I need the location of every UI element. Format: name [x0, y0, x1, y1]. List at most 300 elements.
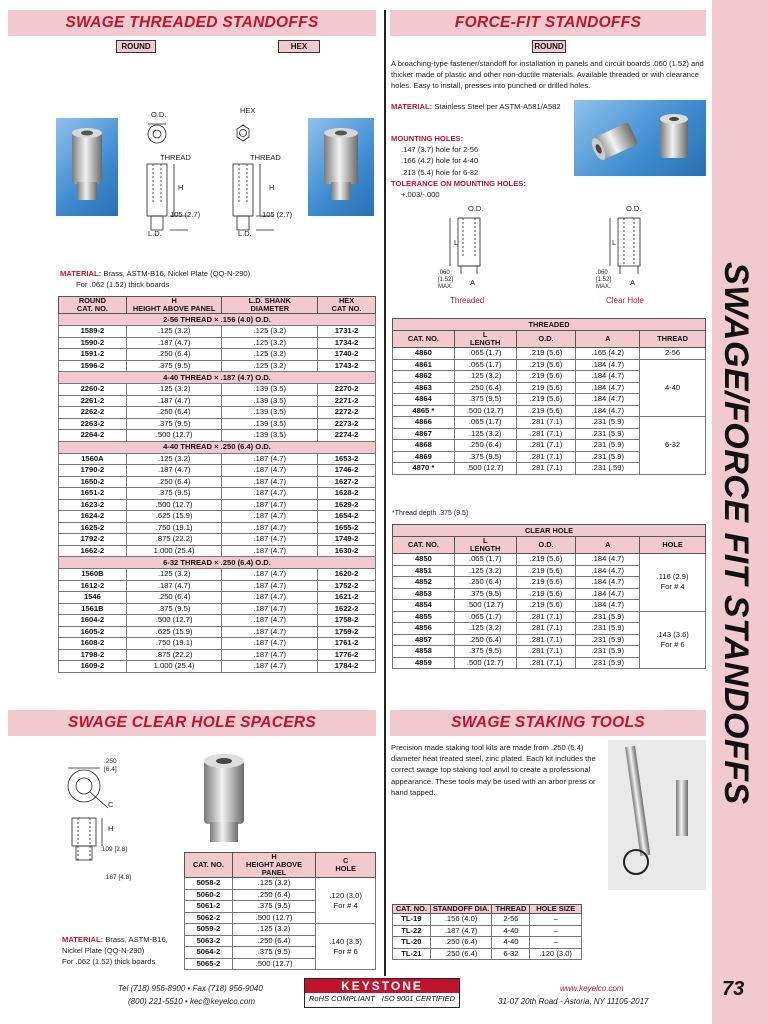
table-row — [59, 360, 376, 372]
max-value-mm: [1.52] — [438, 277, 454, 283]
shank-cell: .187 (4.7) — [222, 638, 318, 650]
cat-no: 4861 — [393, 359, 455, 371]
table-row — [59, 407, 376, 419]
round-cat-no: 1604-2 — [59, 615, 127, 627]
length-cell: .375 (9.5) — [454, 394, 516, 406]
cat-no: 4860 — [393, 348, 455, 360]
hex-cat-no: 1759-2 — [318, 626, 376, 638]
table-row — [59, 453, 376, 465]
spacer-dim-label: .109 [2.8] — [100, 846, 128, 853]
a-cell: .231 (5.9) — [576, 611, 640, 623]
material-text: Brass, ASTM-B16, — [105, 935, 168, 944]
hex-cat-no: 1749-2 — [318, 534, 376, 546]
round-cat-no: 2260-2 — [59, 384, 127, 396]
ld-label-2: L.D. — [238, 229, 252, 238]
round-cat-no: 2262-2 — [59, 407, 127, 419]
od-cell: .281 (7.1) — [516, 451, 576, 463]
a-cell: .231 (.59) — [576, 463, 640, 475]
keystone-logo: KEYSTONE — [305, 979, 459, 993]
col-hex: HEX CAT NO. — [318, 297, 376, 314]
length-cell: .500 (12.7) — [454, 600, 516, 612]
height-cell: .250 (6.4) — [126, 476, 222, 488]
banner-spacers — [8, 710, 376, 736]
od-label-threaded: O.D. — [468, 204, 484, 213]
hex-cat-no: 1654-2 — [318, 511, 376, 523]
material-text-3: For .062 (1.52) thick boards — [62, 957, 156, 967]
height-cell: .500 (12.7) — [232, 958, 316, 970]
a-cell: .231 (5.9) — [576, 646, 640, 658]
round-cat-no: 1623-2 — [59, 499, 127, 511]
height-cell: .625 (15.9) — [126, 626, 222, 638]
col-height: H HEIGHT ABOVE PANEL — [126, 297, 222, 314]
table-row — [59, 661, 376, 673]
hex-cat-no: 2274-2 — [318, 430, 376, 442]
od-cell: .281 (7.1) — [516, 417, 576, 429]
max-text: MAX. — [438, 284, 453, 290]
force-fit-intro: A broaching-type fastener/standoff for installation in panels and circuit boards .060 (1.52) and thicker made of plastic and other non-ductile materials. Available threaded or with clearance holes. Easy to install, presses into punched or drilled holes. — [391, 59, 704, 91]
length-cell: .125 (3.2) — [454, 623, 516, 635]
footer-logo-box — [304, 978, 460, 1008]
cat-no: 4865 * — [393, 405, 455, 417]
length-cell: .375 (9.5) — [454, 451, 516, 463]
shank-cell: .187 (4.7) — [222, 465, 318, 477]
table-row — [185, 924, 376, 936]
length-cell: .375 (9.5) — [454, 646, 516, 658]
table-row — [393, 914, 582, 926]
shank-cell: .187 (4.7) — [222, 534, 318, 546]
shank-cell: .187 (4.7) — [222, 453, 318, 465]
length-cell: .250 (6.4) — [454, 440, 516, 452]
length-cell: .250 (6.4) — [454, 382, 516, 394]
staking-tools-photo — [608, 740, 706, 890]
hole-size: .116 (2.9) — [656, 572, 689, 582]
footer-address: 31-07 20th Road - Astoria, NY 11105-2017 — [498, 997, 649, 1006]
cat-no: 5058-2 — [185, 878, 233, 890]
cat-no: 5065-2 — [185, 958, 233, 970]
hex-cat-no: 1628-2 — [318, 488, 376, 500]
dim-label-2: .105 (2.7) — [260, 210, 293, 219]
staking-tools-table — [392, 904, 582, 960]
a-cell: .231 (5.9) — [576, 634, 640, 646]
cat-no: 4862 — [393, 371, 455, 383]
shank-cell: .139 (3.5) — [222, 384, 318, 396]
length-cell: .250 (6.4) — [454, 634, 516, 646]
spacer-c-label: C — [108, 800, 114, 809]
spacer-diagram — [62, 756, 172, 886]
height-cell: .187 (4.7) — [126, 395, 222, 407]
thread-cell: 4-40 — [492, 937, 530, 949]
hex-cat-no: 1743-2 — [318, 360, 376, 372]
tolerance-label: TOLERANCE ON MOUNTING HOLES: — [391, 178, 526, 188]
cat-no: 4857 — [393, 634, 455, 646]
od-cell: .281 (7.1) — [516, 634, 576, 646]
height-cell: .125 (3.2) — [126, 569, 222, 581]
od-value: .250 — [104, 758, 117, 765]
height-cell: .375 (9.5) — [232, 901, 316, 913]
a-cell: .184 (4.7) — [576, 371, 640, 383]
max-label-threaded — [438, 270, 453, 291]
round-cat-no: 1798-2 — [59, 649, 127, 661]
hole-for: For # 6 — [660, 639, 685, 649]
hole-cell — [640, 611, 706, 669]
cat-no: 4869 — [393, 451, 455, 463]
mounting-line: .147 (3.7) hole for 2-56 — [401, 145, 479, 155]
shank-cell: .125 (3.2) — [222, 337, 318, 349]
section-title: 6-32 THREAD × .250 (6.4) O.D. — [59, 557, 376, 569]
footer-tel: Tel (718) 956-8900 • Fax (718) 956-9040 — [118, 984, 263, 993]
table-row — [59, 418, 376, 430]
page-number: 73 — [722, 978, 745, 1000]
max-text: MAX. — [596, 284, 611, 290]
table-row — [59, 326, 376, 338]
length-cell: .065 (1.7) — [454, 611, 516, 623]
col-cat-no: CAT. NO. — [185, 853, 233, 878]
col-thread: THREAD — [640, 331, 706, 348]
cat-no: 4854 — [393, 600, 455, 612]
od-cell: .219 (5.6) — [516, 394, 576, 406]
cat-no: 5061-2 — [185, 901, 233, 913]
standoff-dia-cell: .156 (4.0) — [430, 914, 492, 926]
a-cell: .184 (4.7) — [576, 588, 640, 600]
round-cat-no: 1651-2 — [59, 488, 127, 500]
shank-cell: .187 (4.7) — [222, 476, 318, 488]
height-cell: .250 (6.4) — [126, 407, 222, 419]
length-cell: .065 (1.7) — [454, 554, 516, 566]
col-od: O.D. — [516, 331, 576, 348]
banner-title: SWAGE THREADED STANDOFFS — [65, 14, 319, 31]
hex-cat-no: 1752-2 — [318, 580, 376, 592]
a-cell: .184 (4.7) — [576, 394, 640, 406]
cat-no: 4870 * — [393, 463, 455, 475]
shank-cell: .139 (3.5) — [222, 407, 318, 419]
height-cell: .250 (6.4) — [126, 349, 222, 361]
material-text: Brass, ASTM-B16, Nickel Plate (QQ-N-290) — [103, 269, 251, 278]
table-row — [393, 948, 582, 960]
table-row — [59, 384, 376, 396]
material-text-2: For .062 (1.52) thick boards — [76, 280, 170, 290]
hex-cat-no: 2271-2 — [318, 395, 376, 407]
a-cell: .184 (4.7) — [576, 600, 640, 612]
height-cell: .750 (19.1) — [126, 638, 222, 650]
tolerance-text: +.003/-.000 — [401, 190, 440, 200]
hole-cell — [640, 554, 706, 612]
table-row — [59, 545, 376, 557]
hex-cat-no: 1620-2 — [318, 569, 376, 581]
table-row — [393, 611, 706, 623]
a-cell: .231 (5.9) — [576, 417, 640, 429]
round-cat-no: 1612-2 — [59, 580, 127, 592]
col-shank: L.D. SHANK DIAMETER — [222, 297, 318, 314]
hole-size: .120 (3.0) — [329, 890, 362, 900]
od-cell: .219 (5.6) — [516, 405, 576, 417]
table-row — [393, 359, 706, 371]
table-row — [59, 476, 376, 488]
hex-cat-no: 1734-2 — [318, 337, 376, 349]
footer-web[interactable]: www.keyelco.com — [560, 984, 624, 993]
od-cell: .219 (5.6) — [516, 577, 576, 589]
clear-hole-title: CLEAR HOLE — [393, 525, 706, 537]
section-row — [59, 372, 376, 384]
height-cell: .187 (4.7) — [126, 337, 222, 349]
hex-cat-no: 1655-2 — [318, 522, 376, 534]
col-a: A — [576, 331, 640, 348]
material-label: MATERIAL: — [60, 269, 102, 278]
od-cell: .219 (5.6) — [516, 554, 576, 566]
section-title: 2-56 THREAD × .156 (4.0) O.D. — [59, 314, 376, 326]
round-cat-no: 1591-2 — [59, 349, 127, 361]
table-row — [393, 417, 706, 429]
table-row — [393, 937, 582, 949]
table-row — [59, 511, 376, 523]
shank-cell: .187 (4.7) — [222, 569, 318, 581]
hex-cat-no: 1627-2 — [318, 476, 376, 488]
hex-standoff-photo — [308, 118, 374, 216]
spacer-h-label: H — [108, 824, 114, 833]
col-cat-no: CAT. NO. — [393, 537, 455, 554]
cat-no: 5060-2 — [185, 889, 233, 901]
height-cell: .500 (12.7) — [126, 499, 222, 511]
l-label-threaded: L — [454, 238, 459, 247]
cat-no: 4863 — [393, 382, 455, 394]
threaded-title: THREADED — [393, 319, 706, 331]
od-cell: .219 (5.6) — [516, 382, 576, 394]
od-cell: .219 (5.6) — [516, 348, 576, 360]
height-cell: .375 (9.5) — [126, 360, 222, 372]
hex-cat-no: 1653-2 — [318, 453, 376, 465]
hex-cat-no: 2272-2 — [318, 407, 376, 419]
length-cell: .065 (1.7) — [454, 348, 516, 360]
hex-cat-no: 1776-2 — [318, 649, 376, 661]
a-cell: .184 (4.7) — [576, 554, 640, 566]
table-row — [59, 395, 376, 407]
length-cell: .125 (3.2) — [454, 565, 516, 577]
height-cell: .875 (22.2) — [126, 649, 222, 661]
table-row — [59, 349, 376, 361]
height-cell: .187 (4.7) — [126, 580, 222, 592]
footer-phone: (800) 221-5510 • kec@keyelco.com — [128, 997, 255, 1006]
round-cat-no: 1589-2 — [59, 326, 127, 338]
shank-cell: .187 (4.7) — [222, 661, 318, 673]
od-label: O.D. — [151, 110, 167, 119]
spacer-od-label — [104, 758, 117, 774]
shank-cell: .187 (4.7) — [222, 522, 318, 534]
height-cell: .375 (9.5) — [126, 603, 222, 615]
h-label-1: H — [178, 183, 184, 192]
round-standoff-photo — [56, 118, 118, 216]
side-title: SWAGE/FORCE FIT STANDOFFS — [717, 262, 755, 805]
height-cell: .500 (12.7) — [126, 430, 222, 442]
a-cell: .165 (4.2) — [576, 348, 640, 360]
cat-no: 4851 — [393, 565, 455, 577]
column-divider — [384, 10, 386, 976]
banner-force-fit — [390, 10, 706, 36]
od-cell: .281 (7.1) — [516, 463, 576, 475]
cat-no: 4855 — [393, 611, 455, 623]
shank-cell: .187 (4.7) — [222, 649, 318, 661]
table-row — [59, 499, 376, 511]
l-label-clear: L — [612, 238, 617, 247]
tools-intro: Precision made staking tool kits are made from .250 (6.4) diameter heat treated steel, zinc plated. Each kit includes the correct swage top staking tool anvil to create a professional appearance. These tools may be used with an arbor press or hand tapped. — [391, 743, 596, 797]
od-cell: .219 (5.6) — [516, 371, 576, 383]
hole-size-cell: – — [530, 925, 582, 937]
hex-cat-no: 1630-2 — [318, 545, 376, 557]
section-title: 4-40 THREAD × .187 (4.7) O.D. — [59, 372, 376, 384]
cat-no: 4856 — [393, 623, 455, 635]
a-label-clear: A — [630, 278, 636, 287]
cat-no: 4853 — [393, 588, 455, 600]
od-cell: .281 (7.1) — [516, 646, 576, 658]
banner-staking-tools — [390, 710, 706, 736]
a-cell: .231 (5.9) — [576, 657, 640, 669]
force-fit-material — [391, 101, 591, 112]
shank-cell: .187 (4.7) — [222, 603, 318, 615]
table-row — [59, 592, 376, 604]
shank-cell: .187 (4.7) — [222, 488, 318, 500]
table-row — [59, 430, 376, 442]
threaded-standoff-diagram — [126, 104, 306, 244]
hole-size-cell: .120 (3.0) — [530, 948, 582, 960]
a-cell: .184 (4.7) — [576, 577, 640, 589]
table-row — [59, 649, 376, 661]
hole-size-cell: – — [530, 914, 582, 926]
hex-cat-no: 1784-2 — [318, 661, 376, 673]
length-cell: .065 (1.7) — [454, 359, 516, 371]
height-cell: .375 (9.5) — [126, 418, 222, 430]
round-cat-no: 1792-2 — [59, 534, 127, 546]
hole-size: .140 (3.5) — [329, 936, 362, 946]
cat-no: 4868 — [393, 440, 455, 452]
table-row — [59, 638, 376, 650]
thread-cell: 2-56 — [492, 914, 530, 926]
spacers-table — [184, 852, 376, 970]
max-label-clear — [596, 270, 611, 291]
hole-for: For # 6 — [333, 946, 358, 956]
mounting-line: .166 (4.2) hole for 4-40 — [401, 156, 479, 166]
height-cell: 1.000 (25.4) — [126, 661, 222, 673]
round-cat-no: 1561B — [59, 603, 127, 615]
height-cell: .875 (22.2) — [126, 534, 222, 546]
banner-title: SWAGE CLEAR HOLE SPACERS — [67, 714, 317, 731]
cat-no: 5059-2 — [185, 924, 233, 936]
round-cat-no: 1790-2 — [59, 465, 127, 477]
shank-cell: .187 (4.7) — [222, 626, 318, 638]
table-row — [59, 615, 376, 627]
height-cell: .375 (9.5) — [126, 488, 222, 500]
mounting-line: .213 (5.4) hole for 6-32 — [401, 167, 479, 177]
col-length: L LENGTH — [454, 537, 516, 554]
table-row — [59, 569, 376, 581]
round-cat-no: 1650-2 — [59, 476, 127, 488]
shank-cell: .125 (3.2) — [222, 360, 318, 372]
od-cell: .219 (5.6) — [516, 359, 576, 371]
length-cell: .500 (12.7) — [454, 405, 516, 417]
cat-no: TL-22 — [393, 925, 431, 937]
dim-label-1: .105 (2.7) — [168, 210, 201, 219]
a-cell: .184 (4.7) — [576, 359, 640, 371]
table-row — [59, 337, 376, 349]
thread-cell: 6-32 — [640, 417, 706, 475]
shank-cell: .139 (3.5) — [222, 395, 318, 407]
iso-text: ISO 9001 CERTIFIED — [381, 994, 455, 1003]
length-cell: .500 (12.7) — [454, 463, 516, 475]
table-row — [59, 488, 376, 500]
hole-size: .143 (3.6) — [656, 629, 689, 639]
hex-cat-no: 1746-2 — [318, 465, 376, 477]
table-row — [393, 554, 706, 566]
standoff-dia-cell: .250 (6.4) — [430, 948, 492, 960]
round-cat-no: 1609-2 — [59, 661, 127, 673]
h-label-2: H — [269, 183, 275, 192]
cat-no: 5063-2 — [185, 935, 233, 947]
hex-cat-no: 2270-2 — [318, 384, 376, 396]
shank-cell: .187 (4.7) — [222, 580, 318, 592]
length-cell: .065 (1.7) — [454, 417, 516, 429]
col-standoff-dia: STANDOFF DIA. — [430, 905, 492, 914]
a-cell: .231 (5.9) — [576, 451, 640, 463]
shank-cell: .187 (4.7) — [222, 499, 318, 511]
shank-cell: .125 (3.2) — [222, 349, 318, 361]
round-cat-no: 1546 — [59, 592, 127, 604]
standoff-dia-cell: .187 (4.7) — [430, 925, 492, 937]
od-value-mm: [6.4] — [104, 766, 117, 773]
height-cell: .500 (12.7) — [232, 912, 316, 924]
a-cell: .231 (5.9) — [576, 428, 640, 440]
cat-no: 4867 — [393, 428, 455, 440]
cat-no: 4850 — [393, 554, 455, 566]
height-cell: .500 (12.7) — [126, 615, 222, 627]
col-hole: HOLE — [640, 537, 706, 554]
cat-no: 4866 — [393, 417, 455, 429]
material-label: MATERIAL: — [62, 935, 104, 944]
ld-label-1: L.D. — [148, 229, 162, 238]
od-label-clear: O.D. — [626, 204, 642, 213]
col-od: O.D. — [516, 537, 576, 554]
a-label-threaded: A — [470, 278, 476, 287]
cat-no: TL-19 — [393, 914, 431, 926]
shank-cell: .187 (4.7) — [222, 511, 318, 523]
max-value-mm: [1.52] — [596, 277, 612, 283]
tag-round-force: ROUND — [532, 40, 566, 53]
table-row — [59, 580, 376, 592]
max-value: .060 — [596, 270, 608, 276]
spacer-dim-label-2: .187 [4.8] — [104, 874, 132, 881]
length-cell: .125 (3.2) — [454, 371, 516, 383]
clear-hole-table — [392, 524, 706, 669]
tag-round: ROUND — [116, 40, 156, 53]
thread-label-2: THREAD — [250, 153, 281, 162]
material-text: Stainless Steel per ASTM-A581/A582 — [434, 102, 561, 111]
height-cell: .125 (3.2) — [126, 326, 222, 338]
cat-no: 4864 — [393, 394, 455, 406]
footer-certs — [305, 993, 459, 1004]
table-row — [59, 603, 376, 615]
cat-no: 5064-2 — [185, 947, 233, 959]
cat-no: 4852 — [393, 577, 455, 589]
od-cell: .281 (7.1) — [516, 428, 576, 440]
threaded-table — [392, 318, 706, 475]
standoff-dia-cell: .250 (6.4) — [430, 937, 492, 949]
banner-title: SWAGE STAKING TOOLS — [451, 714, 645, 731]
cat-no: TL-20 — [393, 937, 431, 949]
round-cat-no: 1625-2 — [59, 522, 127, 534]
hole-size-cell: – — [530, 937, 582, 949]
a-cell: .184 (4.7) — [576, 382, 640, 394]
col-round: ROUND CAT. NO. — [59, 297, 127, 314]
table-row — [393, 925, 582, 937]
height-cell: .250 (6.4) — [232, 935, 316, 947]
hole-cell — [316, 924, 376, 970]
od-cell: .219 (5.6) — [516, 565, 576, 577]
